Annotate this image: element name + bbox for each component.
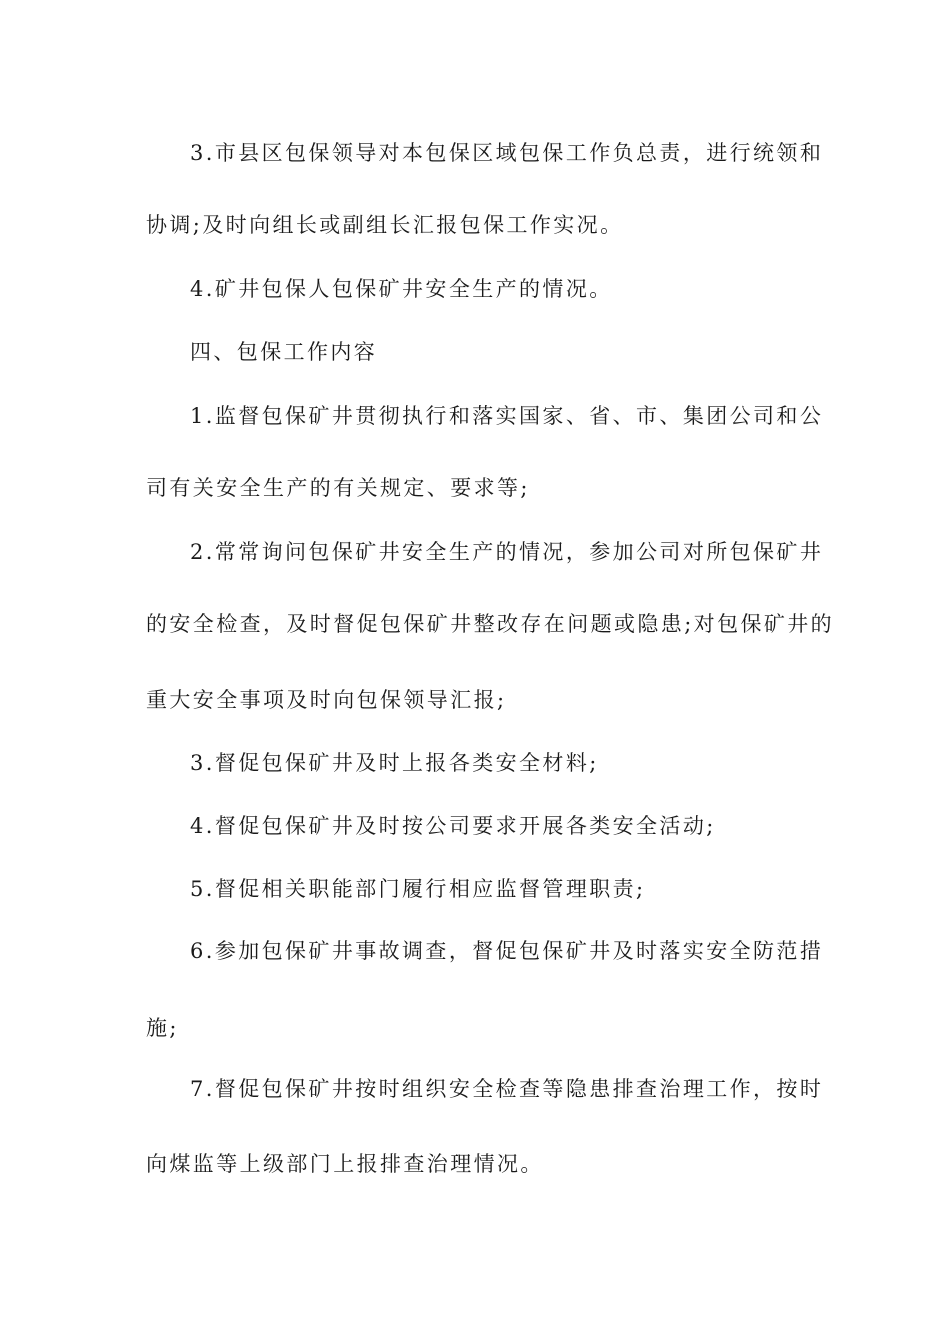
section-heading-4: 四、包保工作内容 <box>190 340 378 364</box>
item-1-line-1: 1.监督包保矿井贯彻执行和落实国家、省、市、集团公司和公 <box>190 404 824 428</box>
item-6-line-1: 6.参加包保矿井事故调查，督促包保矿井及时落实安全防范措 <box>190 939 824 963</box>
item-7-line-2: 向煤监等上级部门上报排查治理情况。 <box>146 1152 544 1176</box>
paragraph-4: 4.矿井包保人包保矿井安全生产的情况。 <box>190 277 613 301</box>
item-3: 3.督促包保矿井及时上报各类安全材料; <box>190 751 599 775</box>
item-6-line-2: 施; <box>146 1016 179 1040</box>
paragraph-3-line-2: 协调;及时向组长或副组长汇报包保工作实况。 <box>146 213 624 237</box>
item-7-line-1: 7.督促包保矿井按时组织安全检查等隐患排查治理工作，按时 <box>190 1077 824 1101</box>
item-2-line-2: 的安全检查，及时督促包保矿井整改存在问题或隐患;对包保矿井的 <box>146 612 835 636</box>
item-1-line-2: 司有关安全生产的有关规定、要求等; <box>146 476 530 500</box>
item-4: 4.督促包保矿井及时按公司要求开展各类安全活动; <box>190 814 716 838</box>
paragraph-3-line-1: 3.市县区包保领导对本包保区域包保工作负总责，进行统领和 <box>190 141 824 165</box>
item-2-line-1: 2.常常询问包保矿井安全生产的情况，参加公司对所包保矿井 <box>190 540 824 564</box>
item-2-line-3: 重大安全事项及时向包保领导汇报; <box>146 688 507 712</box>
item-5: 5.督促相关职能部门履行相应监督管理职责; <box>190 877 646 901</box>
